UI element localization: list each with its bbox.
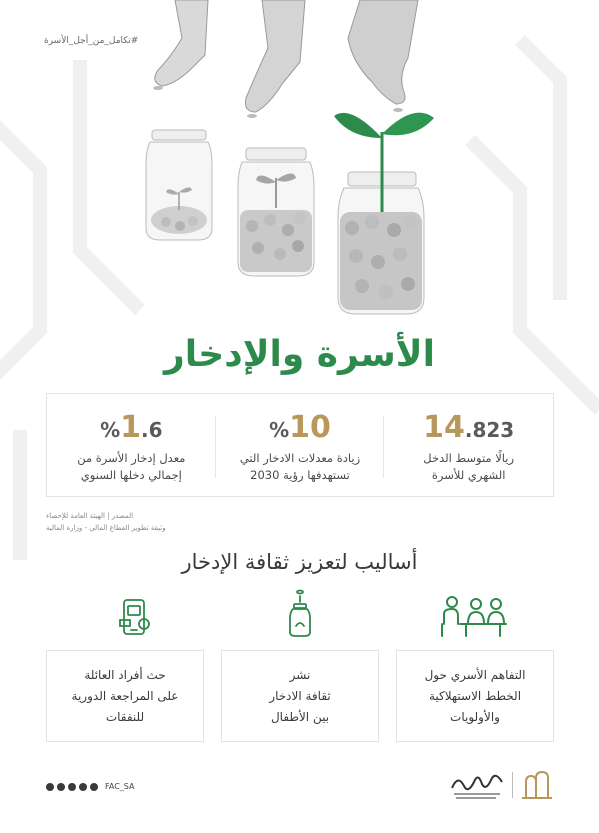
- method-text-line: حث أفراد العائلة: [84, 667, 166, 682]
- hand-left: [155, 0, 208, 86]
- stat-label-line: تستهدفها رؤية 2030: [250, 468, 350, 482]
- stat-value: [47, 412, 216, 446]
- stat-savings-increase: [216, 394, 385, 496]
- method-card-family-understanding: [396, 650, 554, 742]
- family-meeting-icon: [440, 594, 508, 638]
- youtube-icon[interactable]: [79, 783, 87, 791]
- hand-middle: [245, 0, 305, 112]
- stat-label: [47, 450, 216, 484]
- method-text-line: ثقافة الادخار: [269, 688, 331, 703]
- snapchat-icon[interactable]: [68, 783, 76, 791]
- family-affairs-logo: [520, 768, 554, 802]
- hand-right: [348, 0, 418, 104]
- social-handle[interactable]: FAC_SA: [105, 782, 135, 791]
- stat-value-suffix: %: [100, 418, 121, 442]
- jar-large: [334, 113, 434, 314]
- stat-value-fraction: .6: [141, 418, 163, 442]
- stat-label-line: زيادة معدلات الادخار التي: [239, 451, 361, 465]
- method-text-line: على المراجعة الدورية: [71, 688, 179, 703]
- stat-label: [216, 450, 385, 484]
- method-text-line: الخطط الاستهلاكية: [428, 688, 522, 703]
- stat-average-income: [384, 394, 553, 496]
- stat-value-main: 1: [120, 410, 142, 445]
- stat-label-line: ريالًا متوسط الدخل: [423, 451, 515, 465]
- social-footer: [46, 782, 134, 791]
- footer-logos: [448, 764, 558, 804]
- jar-medium: [238, 148, 314, 276]
- method-text-line: التفاهم الأسري حول: [424, 667, 526, 682]
- stat-value-suffix: %: [269, 418, 290, 442]
- jar-small: [146, 130, 212, 240]
- method-text-line: والأولويات: [450, 709, 500, 724]
- stat-label-line: إجمالي دخلها السنوي: [80, 468, 182, 482]
- method-card-children-culture: [221, 650, 379, 742]
- stat-value-main: 10: [289, 410, 331, 445]
- source-label: المصدر: [111, 512, 134, 520]
- facebook-icon[interactable]: [90, 783, 98, 791]
- stat-value: [384, 412, 553, 446]
- stat-value-main: 14: [423, 410, 465, 445]
- source-note: المصدر | الهيئة العامة للإحصاء وثيقة تطوير القطاع المالي - وزارة المالية: [46, 510, 186, 534]
- logo-divider: [512, 772, 513, 798]
- method-text-line: بين الأطفال: [270, 709, 330, 724]
- stat-value-fraction: .823: [464, 418, 515, 442]
- method-text-line: نشر: [289, 667, 311, 682]
- stats-panel: [46, 393, 554, 497]
- source-line: الهيئة العامة للإحصاء: [46, 512, 105, 520]
- method-text-line: للنفقات: [105, 709, 145, 724]
- section-subtitle: أساليب لتعزيز ثقافة الإدخار: [181, 550, 418, 574]
- savings-jar-icon: [288, 588, 312, 638]
- methods-cards: [46, 650, 554, 742]
- hashtag: #تكامل_من_أجل_الأسرة: [44, 36, 139, 46]
- stat-label-line: الشهري للأسرة: [431, 468, 506, 482]
- twitter-icon[interactable]: [46, 783, 54, 791]
- mobile-finance-icon: [118, 598, 152, 638]
- stat-savings-rate: [47, 394, 216, 496]
- stat-value: [216, 412, 385, 446]
- method-card-expense-review: [46, 650, 204, 742]
- page-title: الأسرة والإدخار: [164, 334, 435, 375]
- instagram-icon[interactable]: [57, 783, 65, 791]
- calligraphy-year-logo: [448, 768, 506, 802]
- source-line: وثيقة تطوير القطاع المالي - وزارة المالية: [46, 524, 166, 532]
- stat-label: [384, 450, 553, 484]
- stat-label-line: معدل إدخار الأسرة من: [77, 451, 186, 465]
- savings-jars-illustration: [120, 0, 460, 320]
